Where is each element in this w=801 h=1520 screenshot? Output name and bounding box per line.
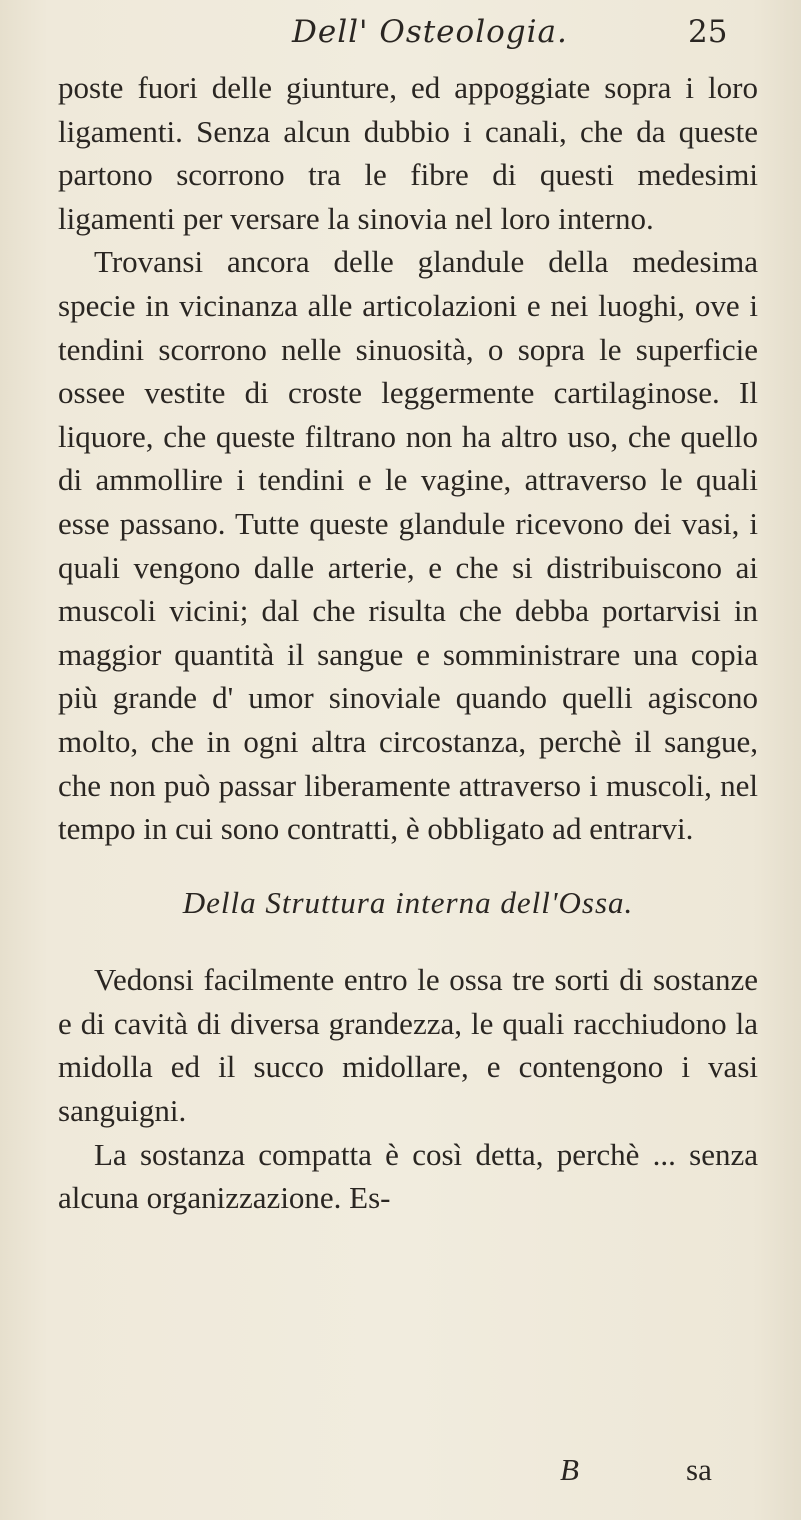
paragraph-continuation: poste fuori delle giunture, ed appoggiate sopra i loro ligamenti. Senza alcun dubbio i canali, che da queste partono scorrono tra le fibre di questi medesimi ligamenti per versare la sinovia nel loro interno. [58,70,758,236]
body-text [58,66,758,1220]
signature-mark: B [560,1452,579,1487]
page-footer [0,1452,801,1492]
page-number: 25 [688,14,728,50]
page-header [0,14,801,64]
catchword: sa [686,1452,712,1487]
paragraph-glands: Trovansi ancora delle glandule della medesima specie in vicinanza alle articolazioni e nei luoghi, ove i tendini scorrono nelle sinuosità, o sopra le superficie ossee vestite di croste leggermente cartilaginose. Il liquore, che queste filtrano non ha altro uso, che quello di ammollire i tendini e le vagine, attraverso le quali esse passano. Tutte queste glandule ricevono dei vasi, i quali vengono dalle arterie, e che si distribuiscono ai muscoli vicini; dal che risulta che debba portarvisi in maggior quantità il sangue e somministrare una copia più grande d' umor sinoviale quando quelli agiscono molto, che in ogni altra circostanza, perchè il sangue, che non può passar liberamente attraverso i muscoli, nel tempo in cui sono contratti, è obbligato ad entrarvi. [58,244,758,847]
section-title: Della Struttura interna dell'Ossa. [182,884,634,920]
running-head: Dell' Osteologia. [292,14,568,50]
paragraph-bone-substances: Vedonsi facilmente entro le ossa tre sorti di sostanze e di cavità di diversa grandezza, le quali racchiudono la midolla ed il succo midollare, e contengono i vasi sanguigni. [58,962,758,1129]
paragraph-compact-substance: La sostanza compatta è così detta, perchè ... senza alcuna organizzazione. Es- [58,1136,758,1216]
